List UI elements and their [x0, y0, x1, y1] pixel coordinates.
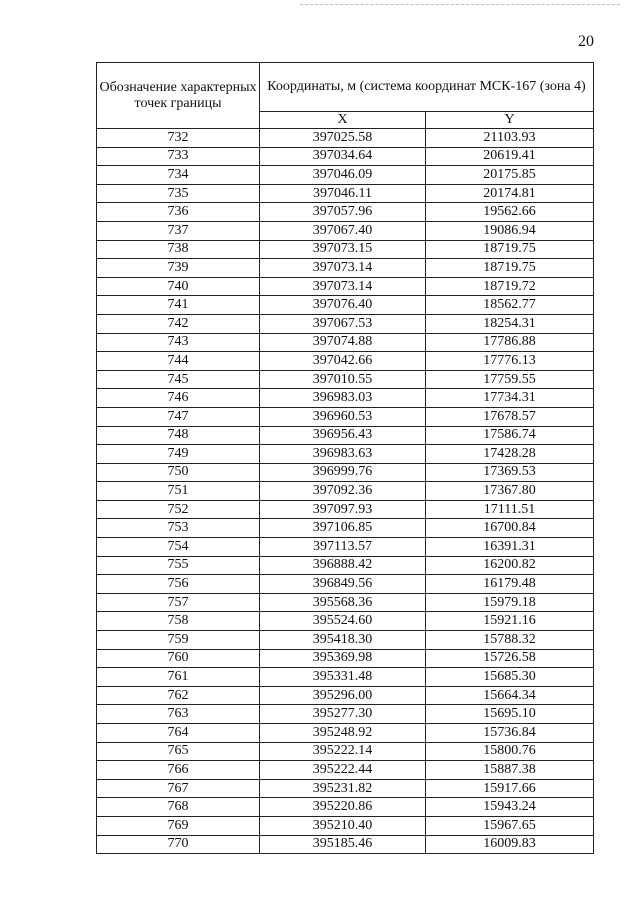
cell-point: 746: [97, 389, 260, 408]
cell-point: 767: [97, 779, 260, 798]
cell-y: 20619.41: [426, 147, 594, 166]
cell-y: 15736.84: [426, 724, 594, 743]
cell-y: 15979.18: [426, 593, 594, 612]
table-row: [97, 370, 594, 389]
cell-x: 397076.40: [260, 296, 426, 315]
table-row: [97, 798, 594, 817]
table-row: [97, 129, 594, 148]
cell-x: 397073.14: [260, 277, 426, 296]
cell-point: 752: [97, 500, 260, 519]
cell-x: 395369.98: [260, 649, 426, 668]
cell-point: 754: [97, 538, 260, 557]
cell-point: 757: [97, 593, 260, 612]
table-row: [97, 556, 594, 575]
cell-y: 15726.58: [426, 649, 594, 668]
page-number: 20: [578, 33, 594, 50]
cell-y: 15695.10: [426, 705, 594, 724]
table-row: [97, 259, 594, 278]
cell-point: 766: [97, 761, 260, 780]
cell-point: 734: [97, 166, 260, 185]
header-x: X: [260, 112, 426, 129]
cell-point: 769: [97, 816, 260, 835]
cell-x: 395524.60: [260, 612, 426, 631]
cell-y: 19086.94: [426, 221, 594, 240]
cell-point: 765: [97, 742, 260, 761]
cell-x: 395222.14: [260, 742, 426, 761]
table-row: [97, 705, 594, 724]
cell-x: 395185.46: [260, 835, 426, 854]
cell-y: 15967.65: [426, 816, 594, 835]
cell-y: 16009.83: [426, 835, 594, 854]
cell-point: 753: [97, 519, 260, 538]
cell-point: 736: [97, 203, 260, 222]
table-row: [97, 482, 594, 501]
cell-x: 396983.03: [260, 389, 426, 408]
cell-y: 15887.38: [426, 761, 594, 780]
cell-point: 739: [97, 259, 260, 278]
header-y: Y: [426, 112, 594, 129]
table-row: [97, 333, 594, 352]
table-row: [97, 686, 594, 705]
table-row: [97, 463, 594, 482]
cell-x: 397067.40: [260, 221, 426, 240]
cell-y: 15921.16: [426, 612, 594, 631]
table-row: [97, 240, 594, 259]
cell-x: 397073.14: [260, 259, 426, 278]
cell-point: 744: [97, 352, 260, 371]
cell-y: 17734.31: [426, 389, 594, 408]
coordinates-table: [96, 62, 594, 854]
table-row: [97, 724, 594, 743]
cell-y: 15788.32: [426, 631, 594, 650]
table-row: [97, 184, 594, 203]
cell-x: 397067.53: [260, 314, 426, 333]
table-row: [97, 389, 594, 408]
table-row: [97, 352, 594, 371]
table-row: [97, 203, 594, 222]
table-row: [97, 166, 594, 185]
cell-x: 397025.58: [260, 129, 426, 148]
table-row: [97, 296, 594, 315]
table-row: [97, 649, 594, 668]
cell-y: 20175.85: [426, 166, 594, 185]
cell-y: 15943.24: [426, 798, 594, 817]
table-row: [97, 519, 594, 538]
cell-y: 15685.30: [426, 668, 594, 687]
cell-y: 17111.51: [426, 500, 594, 519]
table-row: [97, 593, 594, 612]
cell-x: 397113.57: [260, 538, 426, 557]
table-row: [97, 221, 594, 240]
table-row: [97, 575, 594, 594]
cell-x: 395222.44: [260, 761, 426, 780]
table-row: [97, 147, 594, 166]
cell-y: 17369.53: [426, 463, 594, 482]
cell-x: 397034.64: [260, 147, 426, 166]
header-designation: Обозначение характерных точек границы: [97, 63, 260, 129]
cell-point: 749: [97, 445, 260, 464]
cell-point: 761: [97, 668, 260, 687]
cell-y: 18719.72: [426, 277, 594, 296]
cell-y: 17678.57: [426, 407, 594, 426]
table-row: [97, 277, 594, 296]
cell-y: 16700.84: [426, 519, 594, 538]
cell-point: 735: [97, 184, 260, 203]
cell-x: 397010.55: [260, 370, 426, 389]
table-row: [97, 426, 594, 445]
cell-x: 395296.00: [260, 686, 426, 705]
table-body: [97, 129, 594, 854]
table-row: [97, 816, 594, 835]
cell-point: 751: [97, 482, 260, 501]
cell-y: 16200.82: [426, 556, 594, 575]
cell-x: 396849.56: [260, 575, 426, 594]
cell-x: 397106.85: [260, 519, 426, 538]
cell-x: 397092.36: [260, 482, 426, 501]
cell-y: 17776.13: [426, 352, 594, 371]
table-row: [97, 742, 594, 761]
cell-point: 762: [97, 686, 260, 705]
table-row: [97, 835, 594, 854]
top-divider: [300, 4, 620, 5]
cell-y: 15800.76: [426, 742, 594, 761]
cell-y: 17786.88: [426, 333, 594, 352]
cell-y: 18719.75: [426, 240, 594, 259]
cell-x: 397042.66: [260, 352, 426, 371]
cell-x: 397046.11: [260, 184, 426, 203]
cell-point: 745: [97, 370, 260, 389]
cell-x: 396956.43: [260, 426, 426, 445]
cell-x: 395331.48: [260, 668, 426, 687]
cell-x: 396960.53: [260, 407, 426, 426]
cell-point: 770: [97, 835, 260, 854]
cell-x: 395220.86: [260, 798, 426, 817]
cell-point: 742: [97, 314, 260, 333]
table-row: [97, 314, 594, 333]
cell-point: 763: [97, 705, 260, 724]
table-row: [97, 445, 594, 464]
cell-point: 740: [97, 277, 260, 296]
cell-x: 396888.42: [260, 556, 426, 575]
cell-point: 732: [97, 129, 260, 148]
table-row: [97, 668, 594, 687]
cell-point: 758: [97, 612, 260, 631]
cell-x: 397046.09: [260, 166, 426, 185]
cell-x: 397073.15: [260, 240, 426, 259]
table-row: [97, 761, 594, 780]
table-row: [97, 538, 594, 557]
cell-point: 756: [97, 575, 260, 594]
table-row: [97, 612, 594, 631]
table-row: [97, 631, 594, 650]
cell-y: 17367.80: [426, 482, 594, 501]
table-row: [97, 407, 594, 426]
cell-y: 16391.31: [426, 538, 594, 557]
cell-point: 755: [97, 556, 260, 575]
cell-point: 760: [97, 649, 260, 668]
cell-point: 750: [97, 463, 260, 482]
cell-point: 768: [97, 798, 260, 817]
cell-x: 396983.63: [260, 445, 426, 464]
cell-point: 747: [97, 407, 260, 426]
cell-x: 395277.30: [260, 705, 426, 724]
cell-point: 748: [97, 426, 260, 445]
cell-x: 396999.76: [260, 463, 426, 482]
cell-x: 395210.40: [260, 816, 426, 835]
cell-x: 397097.93: [260, 500, 426, 519]
cell-y: 18254.31: [426, 314, 594, 333]
cell-x: 395231.82: [260, 779, 426, 798]
cell-y: 21103.93: [426, 129, 594, 148]
cell-point: 738: [97, 240, 260, 259]
cell-point: 759: [97, 631, 260, 650]
cell-y: 18719.75: [426, 259, 594, 278]
cell-x: 397057.96: [260, 203, 426, 222]
cell-x: 395418.30: [260, 631, 426, 650]
cell-point: 743: [97, 333, 260, 352]
cell-y: 15917.66: [426, 779, 594, 798]
cell-point: 733: [97, 147, 260, 166]
cell-y: 20174.81: [426, 184, 594, 203]
table-row: [97, 779, 594, 798]
cell-y: 18562.77: [426, 296, 594, 315]
cell-y: 17428.28: [426, 445, 594, 464]
cell-y: 17759.55: [426, 370, 594, 389]
cell-x: 395248.92: [260, 724, 426, 743]
cell-point: 737: [97, 221, 260, 240]
cell-y: 16179.48: [426, 575, 594, 594]
cell-point: 741: [97, 296, 260, 315]
table-row: [97, 500, 594, 519]
cell-y: 17586.74: [426, 426, 594, 445]
cell-point: 764: [97, 724, 260, 743]
cell-y: 15664.34: [426, 686, 594, 705]
cell-y: 19562.66: [426, 203, 594, 222]
cell-x: 395568.36: [260, 593, 426, 612]
cell-x: 397074.88: [260, 333, 426, 352]
header-coordinates: Координаты, м (система координат МСК-167 (зона 4): [260, 63, 594, 112]
